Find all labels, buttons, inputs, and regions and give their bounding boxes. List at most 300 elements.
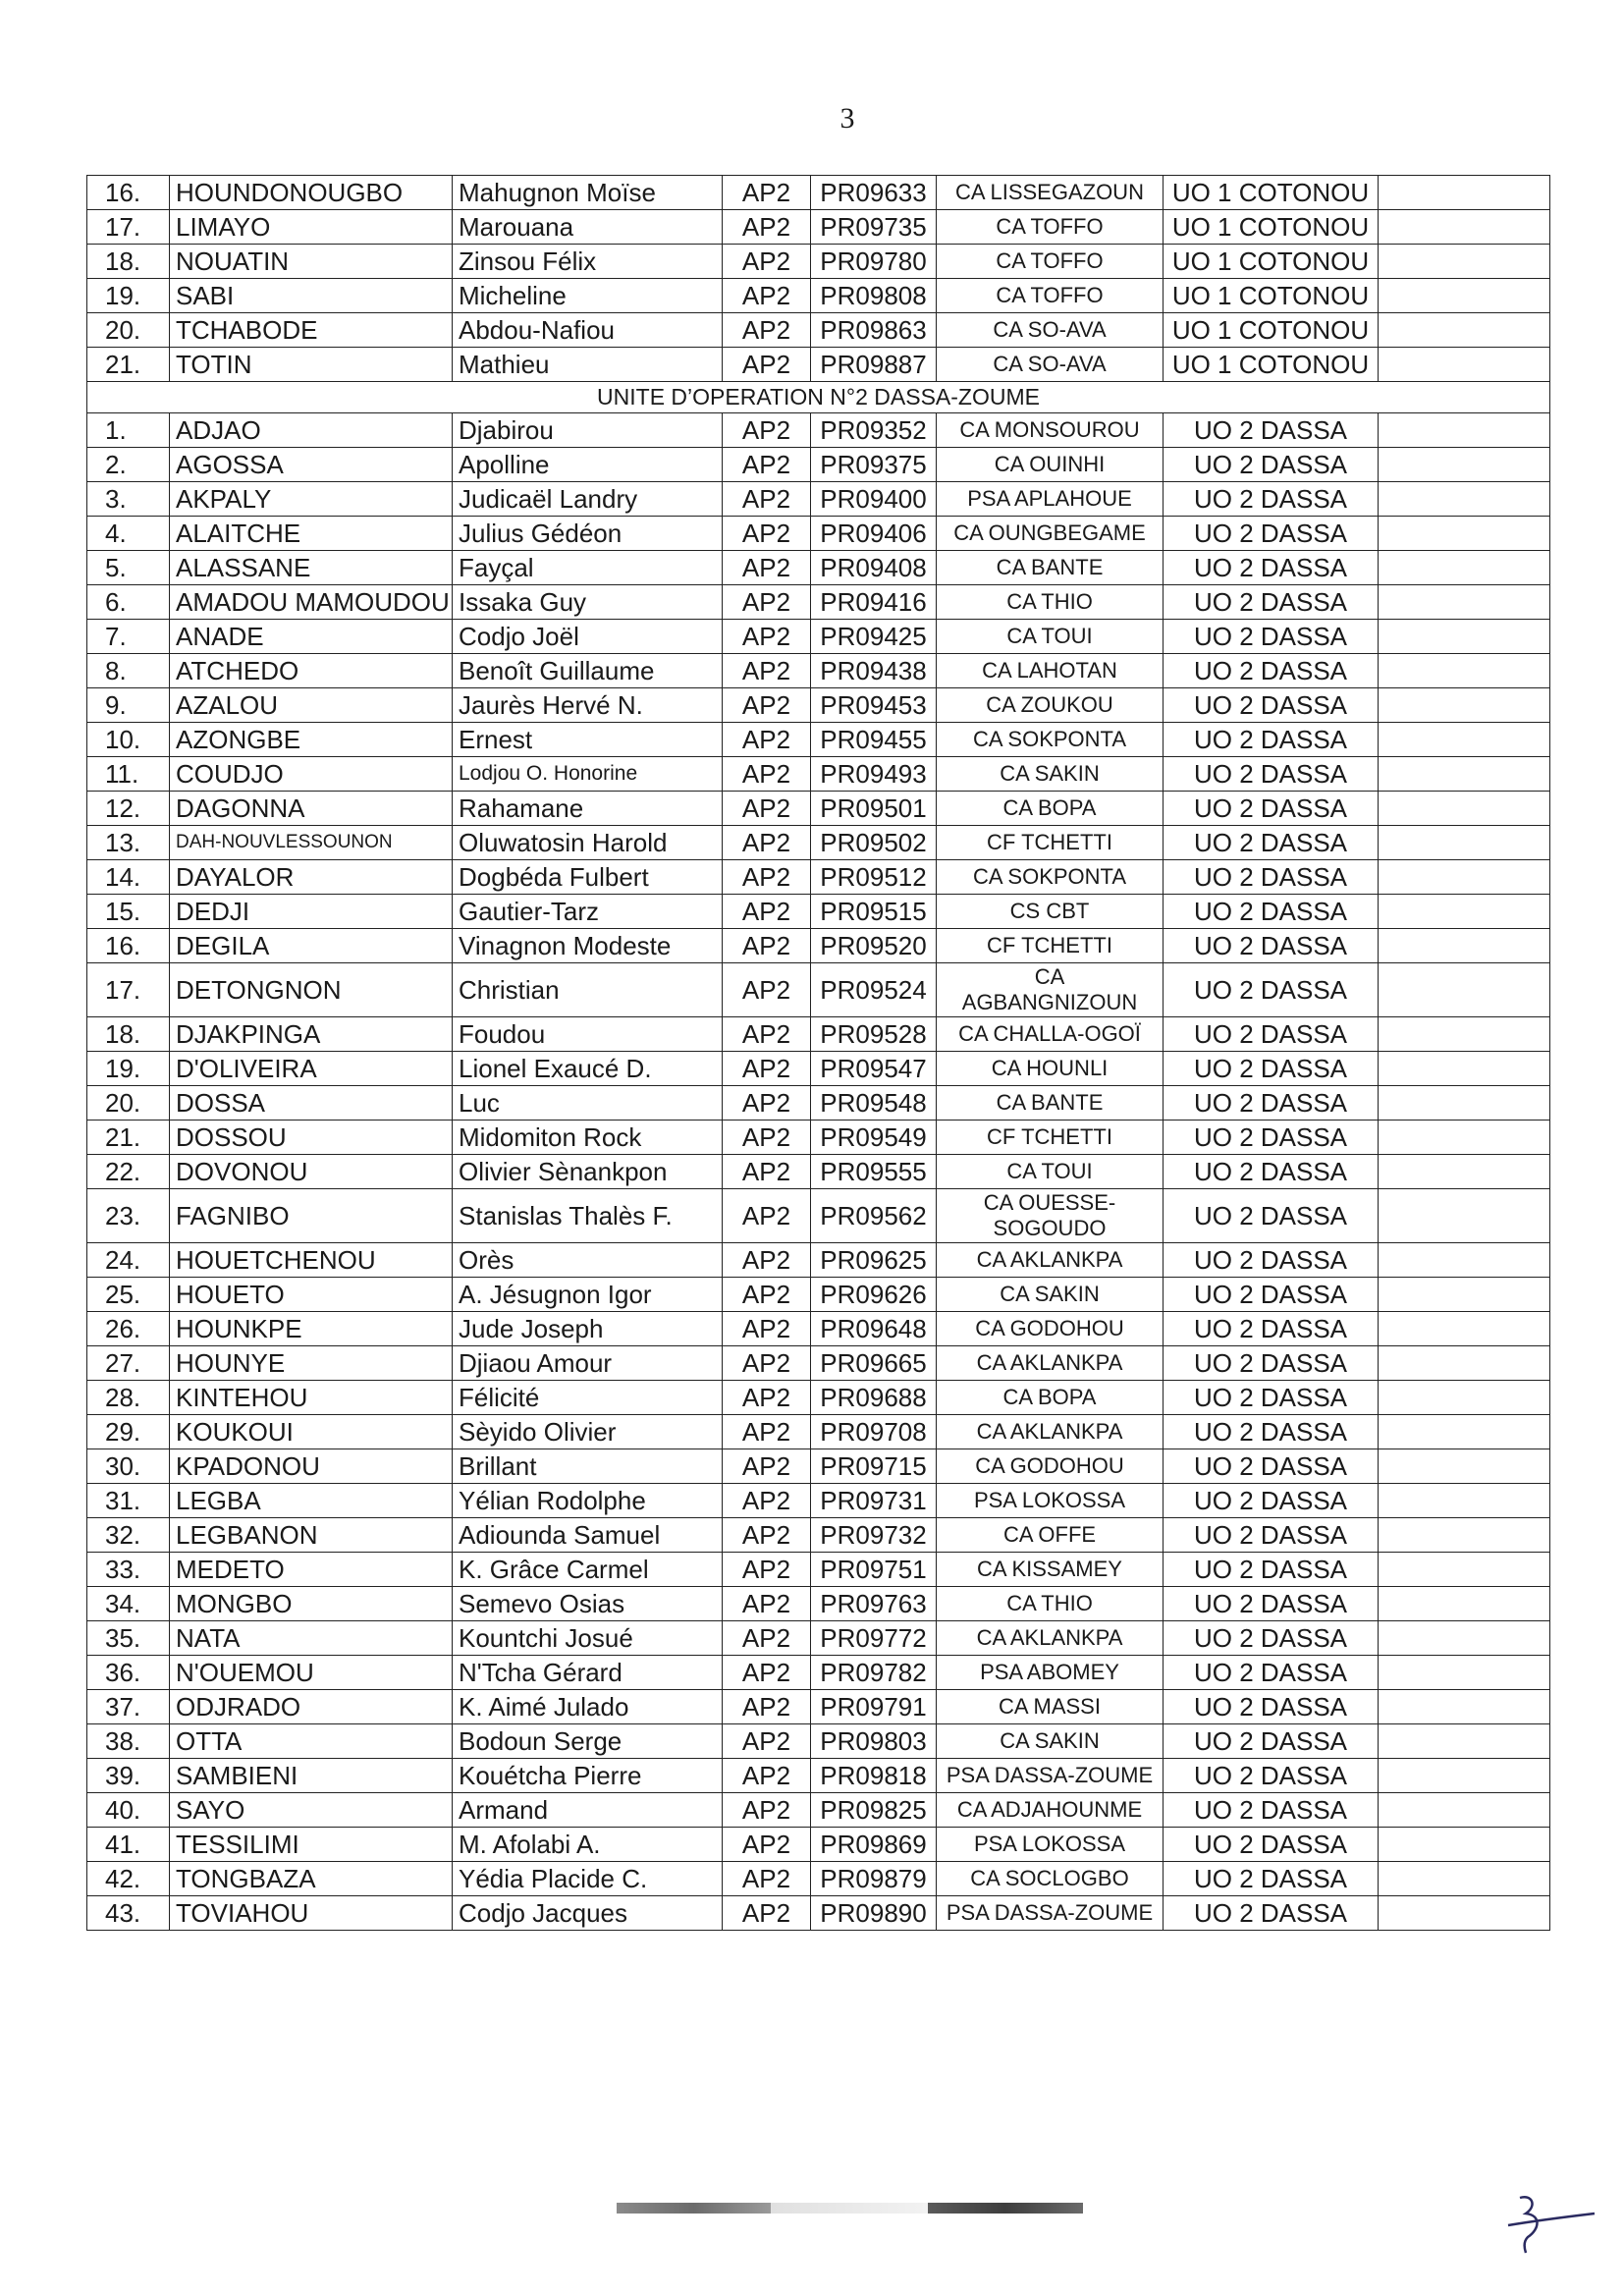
cell-center: CA LAHOTAN — [937, 654, 1164, 688]
table-row — [87, 1415, 1550, 1449]
table-row — [87, 1896, 1550, 1931]
cell-unit: UO 2 DASSA — [1164, 1415, 1379, 1449]
cell-center: CA THIO — [937, 585, 1164, 620]
cell-last: TOTIN — [170, 348, 453, 382]
table-row — [87, 348, 1550, 382]
cell-code: PR09626 — [811, 1278, 937, 1312]
footer-scan-bar — [928, 2203, 1083, 2214]
cell-last: FAGNIBO — [170, 1189, 453, 1243]
signature-mark — [1502, 2180, 1600, 2259]
cell-blank — [1379, 585, 1550, 620]
cell-num: 22. — [87, 1155, 170, 1189]
cell-code: PR09416 — [811, 585, 937, 620]
center-line-1: CA OUESSE- — [983, 1190, 1116, 1215]
cell-center: CA SAKIN — [937, 1724, 1164, 1759]
cell-center: CF TCHETTI — [937, 826, 1164, 860]
cell-unit: UO 2 DASSA — [1164, 1086, 1379, 1121]
cell-first: Bodoun Serge — [453, 1724, 723, 1759]
cell-grade: AP2 — [723, 279, 811, 313]
cell-unit: UO 1 COTONOU — [1164, 176, 1379, 210]
cell-grade: AP2 — [723, 1553, 811, 1587]
cell-code: PR09524 — [811, 963, 937, 1017]
cell-last: ALASSANE — [170, 551, 453, 585]
cell-blank — [1379, 1449, 1550, 1484]
cell-num: 39. — [87, 1759, 170, 1793]
cell-unit: UO 2 DASSA — [1164, 448, 1379, 482]
cell-center: CA GODOHOU — [937, 1449, 1164, 1484]
cell-blank — [1379, 176, 1550, 210]
cell-last: ANADE — [170, 620, 453, 654]
cell-blank — [1379, 688, 1550, 723]
cell-center: PSA ABOMEY — [937, 1656, 1164, 1690]
cell-center: CF TCHETTI — [937, 929, 1164, 963]
cell-num: 32. — [87, 1518, 170, 1553]
cell-center: CA MONSOUROU — [937, 413, 1164, 448]
cell-center: CA AKLANKPA — [937, 1621, 1164, 1656]
cell-grade: AP2 — [723, 585, 811, 620]
cell-grade: AP2 — [723, 1243, 811, 1278]
cell-num: 33. — [87, 1553, 170, 1587]
cell-unit: UO 2 DASSA — [1164, 1312, 1379, 1346]
cell-code: PR09493 — [811, 757, 937, 792]
cell-num: 31. — [87, 1484, 170, 1518]
cell-code: PR09375 — [811, 448, 937, 482]
cell-last: ODJRADO — [170, 1690, 453, 1724]
cell-code: PR09438 — [811, 654, 937, 688]
table-row — [87, 1621, 1550, 1656]
cell-code: PR09425 — [811, 620, 937, 654]
cell-code: PR09633 — [811, 176, 937, 210]
cell-grade: AP2 — [723, 245, 811, 279]
cell-first: Codjo Jacques — [453, 1896, 723, 1931]
cell-grade: AP2 — [723, 1587, 811, 1621]
table-row — [87, 1189, 1550, 1243]
cell-first: Micheline — [453, 279, 723, 313]
cell-num: 9. — [87, 688, 170, 723]
cell-code: PR09665 — [811, 1346, 937, 1381]
cell-center: CA BOPA — [937, 1381, 1164, 1415]
table-row — [87, 1155, 1550, 1189]
cell-grade: AP2 — [723, 895, 811, 929]
cell-last: KPADONOU — [170, 1449, 453, 1484]
cell-grade: AP2 — [723, 1155, 811, 1189]
cell-code: PR09625 — [811, 1243, 937, 1278]
cell-last: HOUNYE — [170, 1346, 453, 1381]
cell-last: AMADOU MAMOUDOU — [170, 585, 453, 620]
cell-blank — [1379, 1121, 1550, 1155]
cell-center: CA AKLANKPA — [937, 1415, 1164, 1449]
cell-num: 4. — [87, 517, 170, 551]
cell-last: LEGBA — [170, 1484, 453, 1518]
table-row — [87, 1553, 1550, 1587]
cell-code: PR09863 — [811, 313, 937, 348]
cell-code: PR09715 — [811, 1449, 937, 1484]
cell-grade: AP2 — [723, 1656, 811, 1690]
cell-code: PR09869 — [811, 1828, 937, 1862]
cell-first: Issaka Guy — [453, 585, 723, 620]
cell-unit: UO 2 DASSA — [1164, 1724, 1379, 1759]
cell-blank — [1379, 1828, 1550, 1862]
cell-num: 17. — [87, 963, 170, 1017]
cell-blank — [1379, 348, 1550, 382]
cell-first: Brillant — [453, 1449, 723, 1484]
cell-first: Marouana — [453, 210, 723, 245]
cell-blank — [1379, 1415, 1550, 1449]
cell-last: DOSSOU — [170, 1121, 453, 1155]
cell-last: NATA — [170, 1621, 453, 1656]
cell-blank — [1379, 792, 1550, 826]
cell-grade: AP2 — [723, 1621, 811, 1656]
cell-first: Armand — [453, 1793, 723, 1828]
cell-unit: UO 2 DASSA — [1164, 1346, 1379, 1381]
cell-first: Christian — [453, 963, 723, 1017]
cell-num: 16. — [87, 176, 170, 210]
cell-first: Apolline — [453, 448, 723, 482]
cell-num: 43. — [87, 1896, 170, 1931]
cell-first: Lionel Exaucé D. — [453, 1052, 723, 1086]
cell-num: 20. — [87, 1086, 170, 1121]
cell-grade: AP2 — [723, 1381, 811, 1415]
cell-blank — [1379, 1155, 1550, 1189]
cell-code: PR09879 — [811, 1862, 937, 1896]
cell-code: PR09708 — [811, 1415, 937, 1449]
cell-grade: AP2 — [723, 963, 811, 1017]
table-row — [87, 1656, 1550, 1690]
cell-num: 3. — [87, 482, 170, 517]
table-row — [87, 757, 1550, 792]
cell-first: Adiounda Samuel — [453, 1518, 723, 1553]
cell-first: Gautier-Tarz — [453, 895, 723, 929]
cell-blank — [1379, 963, 1550, 1017]
cell-last: DJAKPINGA — [170, 1017, 453, 1052]
cell-last: ADJAO — [170, 413, 453, 448]
cell-last: ATCHEDO — [170, 654, 453, 688]
cell-unit: UO 2 DASSA — [1164, 1155, 1379, 1189]
cell-unit: UO 2 DASSA — [1164, 482, 1379, 517]
cell-first: Jude Joseph — [453, 1312, 723, 1346]
table-row — [87, 517, 1550, 551]
cell-last: ALAITCHE — [170, 517, 453, 551]
cell-center: PSA LOKOSSA — [937, 1828, 1164, 1862]
cell-center: CA LISSEGAZOUN — [937, 176, 1164, 210]
center-line-2: SOGOUDO — [993, 1216, 1107, 1240]
cell-grade: AP2 — [723, 757, 811, 792]
cell-unit: UO 2 DASSA — [1164, 895, 1379, 929]
cell-blank — [1379, 654, 1550, 688]
cell-code: PR09501 — [811, 792, 937, 826]
cell-blank — [1379, 1724, 1550, 1759]
cell-num: 15. — [87, 895, 170, 929]
cell-grade: AP2 — [723, 1189, 811, 1243]
cell-code: PR09400 — [811, 482, 937, 517]
table-row — [87, 826, 1550, 860]
cell-center: CA AKLANKPA — [937, 1346, 1164, 1381]
cell-unit: UO 2 DASSA — [1164, 1278, 1379, 1312]
cell-num: 42. — [87, 1862, 170, 1896]
cell-grade: AP2 — [723, 826, 811, 860]
cell-num: 30. — [87, 1449, 170, 1484]
cell-blank — [1379, 723, 1550, 757]
cell-unit: UO 1 COTONOU — [1164, 348, 1379, 382]
table-row — [87, 1518, 1550, 1553]
cell-code: PR09528 — [811, 1017, 937, 1052]
cell-grade: AP2 — [723, 723, 811, 757]
cell-unit: UO 2 DASSA — [1164, 860, 1379, 895]
section-heading: UNITE D’OPERATION N°2 DASSA-ZOUME — [87, 382, 1550, 413]
cell-code: PR09751 — [811, 1553, 937, 1587]
cell-blank — [1379, 210, 1550, 245]
cell-blank — [1379, 1553, 1550, 1587]
cell-unit: UO 2 DASSA — [1164, 1449, 1379, 1484]
cell-code: PR09890 — [811, 1896, 937, 1931]
cell-center: CA SO-AVA — [937, 313, 1164, 348]
cell-last: DEGILA — [170, 929, 453, 963]
cell-grade: AP2 — [723, 517, 811, 551]
cell-last: TESSILIMI — [170, 1828, 453, 1862]
cell-code: PR09547 — [811, 1052, 937, 1086]
cell-first: Jaurès Hervé N. — [453, 688, 723, 723]
cell-last: DETONGNON — [170, 963, 453, 1017]
cell-grade: AP2 — [723, 1724, 811, 1759]
cell-unit: UO 2 DASSA — [1164, 757, 1379, 792]
cell-unit: UO 2 DASSA — [1164, 1553, 1379, 1587]
cell-grade: AP2 — [723, 176, 811, 210]
cell-unit: UO 2 DASSA — [1164, 826, 1379, 860]
section-heading-row — [87, 382, 1550, 413]
cell-blank — [1379, 826, 1550, 860]
cell-last: AZONGBE — [170, 723, 453, 757]
center-line-1: CA — [1034, 964, 1065, 989]
cell-unit: UO 2 DASSA — [1164, 517, 1379, 551]
cell-grade: AP2 — [723, 1415, 811, 1449]
cell-blank — [1379, 1587, 1550, 1621]
cell-blank — [1379, 1621, 1550, 1656]
cell-last: DOSSA — [170, 1086, 453, 1121]
cell-code: PR09772 — [811, 1621, 937, 1656]
cell-num: 38. — [87, 1724, 170, 1759]
cell-unit: UO 2 DASSA — [1164, 1759, 1379, 1793]
cell-grade: AP2 — [723, 1017, 811, 1052]
cell-last: LIMAYO — [170, 210, 453, 245]
cell-unit: UO 2 DASSA — [1164, 1896, 1379, 1931]
table-row — [87, 313, 1550, 348]
cell-code: PR09515 — [811, 895, 937, 929]
cell-num: 24. — [87, 1243, 170, 1278]
cell-first: Yélian Rodolphe — [453, 1484, 723, 1518]
cell-code: PR09549 — [811, 1121, 937, 1155]
cell-num: 13. — [87, 826, 170, 860]
cell-code: PR09782 — [811, 1656, 937, 1690]
cell-num: 21. — [87, 348, 170, 382]
cell-center: PSA DASSA-ZOUME — [937, 1759, 1164, 1793]
cell-last: DOVONOU — [170, 1155, 453, 1189]
cell-unit: UO 2 DASSA — [1164, 1121, 1379, 1155]
cell-last: DAYALOR — [170, 860, 453, 895]
table-row — [87, 551, 1550, 585]
cell-unit: UO 2 DASSA — [1164, 1690, 1379, 1724]
cell-first: A. Jésugnon Igor — [453, 1278, 723, 1312]
cell-num: 40. — [87, 1793, 170, 1828]
cell-center: CA TOUI — [937, 1155, 1164, 1189]
table-row — [87, 1587, 1550, 1621]
cell-num: 5. — [87, 551, 170, 585]
cell-num: 10. — [87, 723, 170, 757]
footer-scan-bar — [617, 2203, 771, 2214]
cell-grade: AP2 — [723, 482, 811, 517]
cell-blank — [1379, 313, 1550, 348]
cell-blank — [1379, 1896, 1550, 1931]
cell-blank — [1379, 551, 1550, 585]
cell-grade: AP2 — [723, 654, 811, 688]
cell-grade: AP2 — [723, 210, 811, 245]
cell-unit: UO 2 DASSA — [1164, 585, 1379, 620]
cell-first: Abdou-Nafiou — [453, 313, 723, 348]
cell-num: 18. — [87, 1017, 170, 1052]
cell-last: HOUETO — [170, 1278, 453, 1312]
cell-first: Vinagnon Modeste — [453, 929, 723, 963]
cell-center: CA SAKIN — [937, 757, 1164, 792]
cell-grade: AP2 — [723, 1346, 811, 1381]
cell-center: CA BOPA — [937, 792, 1164, 826]
cell-grade: AP2 — [723, 1278, 811, 1312]
cell-unit: UO 2 DASSA — [1164, 551, 1379, 585]
cell-code: PR09731 — [811, 1484, 937, 1518]
cell-first: Rahamane — [453, 792, 723, 826]
cell-num: 11. — [87, 757, 170, 792]
cell-center: CA THIO — [937, 1587, 1164, 1621]
table-row — [87, 1793, 1550, 1828]
cell-code: PR09887 — [811, 348, 937, 382]
cell-grade: AP2 — [723, 1828, 811, 1862]
cell-grade: AP2 — [723, 860, 811, 895]
cell-blank — [1379, 1243, 1550, 1278]
cell-center — [937, 1189, 1164, 1243]
cell-center: CF TCHETTI — [937, 1121, 1164, 1155]
cell-center: CA TOFFO — [937, 210, 1164, 245]
cell-center: CA SOKPONTA — [937, 723, 1164, 757]
cell-grade: AP2 — [723, 1121, 811, 1155]
cell-center: CA AKLANKPA — [937, 1243, 1164, 1278]
cell-first: N'Tcha Gérard — [453, 1656, 723, 1690]
cell-num: 1. — [87, 413, 170, 448]
cell-last: NOUATIN — [170, 245, 453, 279]
footer-scan-bar — [771, 2203, 928, 2214]
cell-blank — [1379, 929, 1550, 963]
cell-center: CA ADJAHOUNME — [937, 1793, 1164, 1828]
cell-first: Fayçal — [453, 551, 723, 585]
cell-first: Semevo Osias — [453, 1587, 723, 1621]
cell-last: TCHABODE — [170, 313, 453, 348]
cell-last: DEDJI — [170, 895, 453, 929]
cell-num: 17. — [87, 210, 170, 245]
cell-unit: UO 1 COTONOU — [1164, 210, 1379, 245]
cell-center: CA OFFE — [937, 1518, 1164, 1553]
cell-num: 34. — [87, 1587, 170, 1621]
cell-code: PR09648 — [811, 1312, 937, 1346]
cell-blank — [1379, 1690, 1550, 1724]
cell-code: PR09818 — [811, 1759, 937, 1793]
cell-grade: AP2 — [723, 1086, 811, 1121]
cell-first: Olivier Sènankpon — [453, 1155, 723, 1189]
cell-code: PR09520 — [811, 929, 937, 963]
cell-center: CA MASSI — [937, 1690, 1164, 1724]
cell-blank — [1379, 1381, 1550, 1415]
cell-unit: UO 2 DASSA — [1164, 1381, 1379, 1415]
cell-num: 6. — [87, 585, 170, 620]
cell-unit: UO 2 DASSA — [1164, 1017, 1379, 1052]
cell-center: CA TOUI — [937, 620, 1164, 654]
cell-last: DAGONNA — [170, 792, 453, 826]
cell-first: Foudou — [453, 1017, 723, 1052]
cell-blank — [1379, 279, 1550, 313]
table-row — [87, 688, 1550, 723]
cell-last: KINTEHOU — [170, 1381, 453, 1415]
cell-unit: UO 2 DASSA — [1164, 1243, 1379, 1278]
cell-num: 20. — [87, 313, 170, 348]
cell-blank — [1379, 413, 1550, 448]
cell-last: DAH-NOUVLESSOUNON — [170, 826, 453, 860]
cell-blank — [1379, 1793, 1550, 1828]
cell-unit: UO 2 DASSA — [1164, 723, 1379, 757]
cell-center: PSA APLAHOUE — [937, 482, 1164, 517]
cell-unit: UO 1 COTONOU — [1164, 245, 1379, 279]
cell-grade: AP2 — [723, 1052, 811, 1086]
cell-code: PR09453 — [811, 688, 937, 723]
cell-code: PR09562 — [811, 1189, 937, 1243]
cell-blank — [1379, 1656, 1550, 1690]
cell-first: Félicité — [453, 1381, 723, 1415]
cell-unit: UO 2 DASSA — [1164, 1518, 1379, 1553]
table-row — [87, 1312, 1550, 1346]
cell-center: CA GODOHOU — [937, 1312, 1164, 1346]
cell-grade: AP2 — [723, 348, 811, 382]
cell-center: CA KISSAMEY — [937, 1553, 1164, 1587]
cell-last: AKPALY — [170, 482, 453, 517]
table-row — [87, 279, 1550, 313]
cell-last: HOUNKPE — [170, 1312, 453, 1346]
cell-last: MEDETO — [170, 1553, 453, 1587]
cell-first: Codjo Joël — [453, 620, 723, 654]
cell-first: Sèyido Olivier — [453, 1415, 723, 1449]
table-row — [87, 176, 1550, 210]
cell-num: 28. — [87, 1381, 170, 1415]
cell-code: PR09735 — [811, 210, 937, 245]
cell-center: PSA LOKOSSA — [937, 1484, 1164, 1518]
cell-last: LEGBANON — [170, 1518, 453, 1553]
cell-first: Djabirou — [453, 413, 723, 448]
cell-center: CA SOCLOGBO — [937, 1862, 1164, 1896]
cell-unit: UO 2 DASSA — [1164, 1587, 1379, 1621]
cell-blank — [1379, 1759, 1550, 1793]
table-row — [87, 1449, 1550, 1484]
table-row — [87, 482, 1550, 517]
cell-last: TOVIAHOU — [170, 1896, 453, 1931]
table-row — [87, 1346, 1550, 1381]
cell-grade: AP2 — [723, 413, 811, 448]
cell-unit: UO 2 DASSA — [1164, 1621, 1379, 1656]
cell-unit: UO 2 DASSA — [1164, 792, 1379, 826]
cell-num: 23. — [87, 1189, 170, 1243]
cell-num: 25. — [87, 1278, 170, 1312]
cell-last: MONGBO — [170, 1587, 453, 1621]
cell-code: PR09408 — [811, 551, 937, 585]
cell-num: 26. — [87, 1312, 170, 1346]
cell-first: K. Aimé Julado — [453, 1690, 723, 1724]
cell-first: K. Grâce Carmel — [453, 1553, 723, 1587]
cell-unit: UO 2 DASSA — [1164, 963, 1379, 1017]
table-row — [87, 792, 1550, 826]
cell-num: 35. — [87, 1621, 170, 1656]
